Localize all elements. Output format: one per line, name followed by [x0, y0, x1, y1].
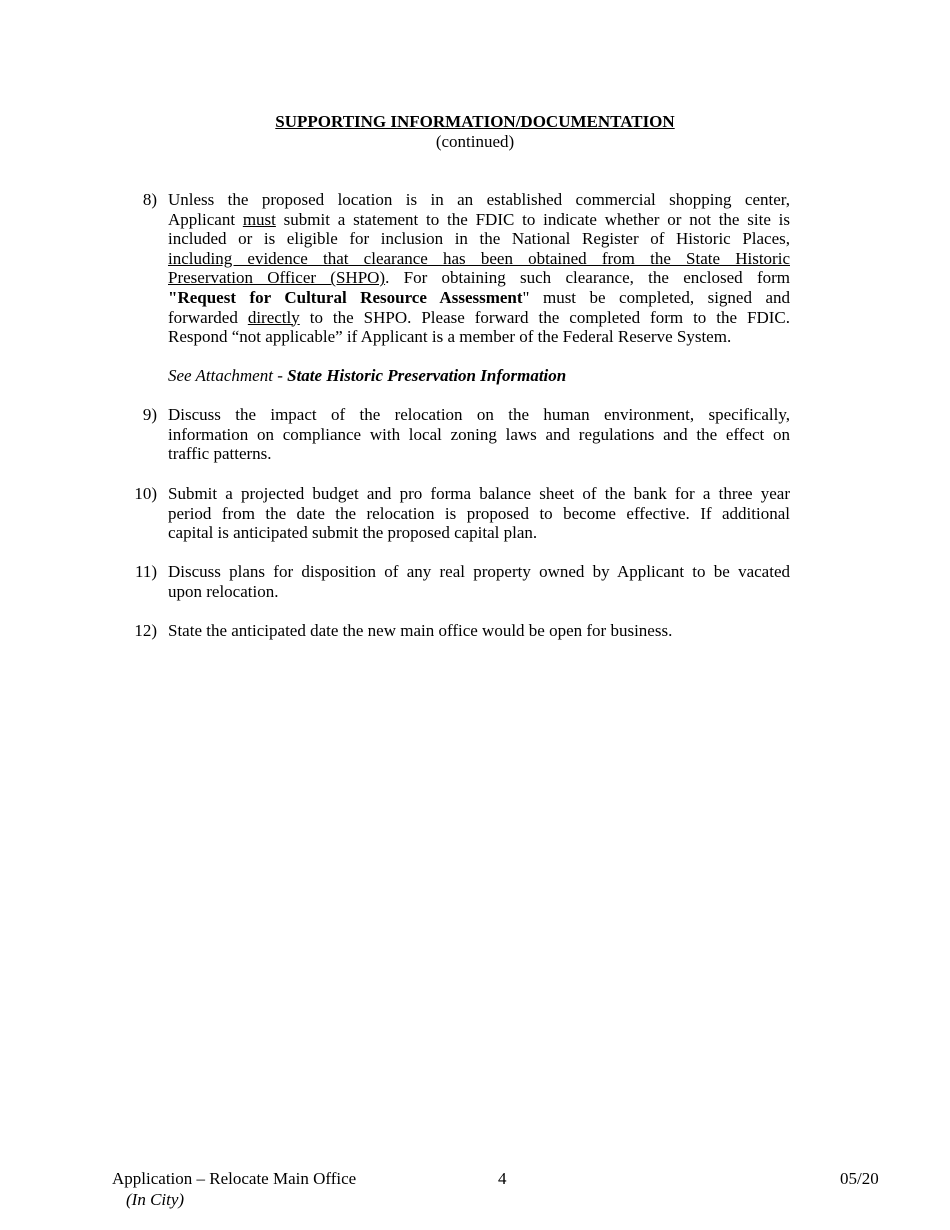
item-line: Preservation Officer (SHPO). For obtaining such clearance, the enclosed form	[168, 268, 790, 288]
list-item-11	[120, 562, 790, 601]
item-line: Discuss plans for disposition of any real property owned by Applicant to be vacated	[168, 562, 790, 581]
emphasis-directly: directly	[247, 307, 300, 327]
emphasis-must: must	[242, 209, 276, 229]
page-title: SUPPORTING INFORMATION/DOCUMENTATION	[275, 112, 675, 131]
item-line: Respond “not applicable” if Applicant is a member of the Federal Reserve System.	[168, 327, 732, 347]
list-item-12	[120, 621, 790, 641]
item-number: 10)	[134, 484, 157, 503]
list-item-8	[120, 190, 790, 347]
item-line: "Request for Cultural Resource Assessment" must be completed, signed and	[168, 287, 790, 307]
item-line: included or is eligible for inclusion in the National Register of Historic Places,	[168, 229, 790, 249]
page-subtitle: (continued)	[435, 132, 515, 151]
footer-page-number: 4	[498, 1169, 507, 1188]
item-text	[168, 190, 790, 347]
item-text	[168, 621, 790, 641]
item-number: 12)	[134, 621, 157, 640]
item-number: 8)	[142, 190, 157, 209]
item-line: forwarded directly to the SHPO. Please forward the completed form to the FDIC.	[168, 307, 790, 327]
item-line: Applicant must submit a statement to the FDIC to indicate whether or not the site is	[168, 209, 790, 229]
attachment-reference	[168, 366, 566, 386]
item-line: information on compliance with local zoning laws and regulations and the effect on	[168, 424, 790, 444]
item-text	[168, 562, 790, 601]
footer-document-name: Application – Relocate Main Office	[112, 1169, 357, 1188]
list-item-10	[120, 484, 790, 543]
item-line: upon relocation.	[168, 581, 279, 601]
attachment-name: State Historic Preservation Information	[287, 366, 567, 385]
footer-revision-date: 05/20	[840, 1169, 879, 1188]
item-line: traffic patterns.	[168, 444, 272, 464]
item-line: Unless the proposed location is in an established commercial shopping center,	[168, 190, 790, 209]
item-line: period from the date the relocation is proposed to become effective. If additional	[168, 503, 790, 523]
attachment-prefix: See Attachment -	[168, 366, 288, 385]
item-line: Submit a projected budget and pro forma balance sheet of the bank for a three year	[168, 484, 790, 503]
item-line: capital is anticipated submit the proposed capital plan.	[168, 523, 538, 543]
item-number: 11)	[134, 562, 157, 581]
form-name: "Request for Cultural Resource Assessment	[168, 287, 523, 307]
item-line: including evidence that clearance has been obtained from the State Historic	[168, 248, 790, 268]
list-item-9	[120, 405, 790, 464]
item-number: 9)	[142, 405, 157, 424]
item-line: Discuss the impact of the relocation on the human environment, specifically,	[168, 405, 790, 424]
footer-document-subname: (In City)	[126, 1190, 185, 1209]
item-text	[168, 405, 790, 464]
item-text	[168, 484, 790, 543]
item-line: State the anticipated date the new main office would be open for business.	[168, 621, 673, 640]
